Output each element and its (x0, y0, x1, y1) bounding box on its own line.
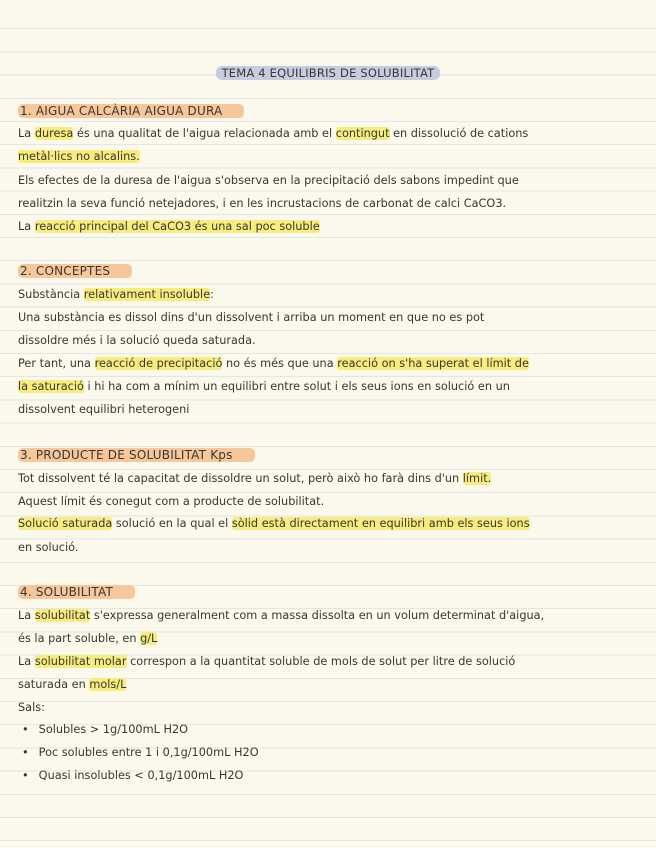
text-segment: Aquest límit és conegut com a producte de solubilitat. (18, 495, 325, 508)
text-line (18, 516, 530, 532)
text-segment: Una substància es dissol dins d'un dissolvent i arriba un moment en que no es pot (18, 311, 485, 324)
highlighted-text: g/L (140, 632, 158, 645)
highlighted-text: contingut (335, 127, 390, 140)
text-line (18, 173, 519, 189)
text-segment: La (18, 609, 35, 622)
text-line (18, 700, 45, 716)
text-line (18, 540, 78, 556)
highlighted-text: reacció principal del CaCO3 és una sal poc soluble (34, 220, 320, 233)
highlighted-text: límit. (462, 472, 492, 485)
text-line (18, 494, 324, 510)
highlighted-text: relativament insoluble (83, 288, 211, 301)
highlighted-text: duresa (34, 127, 74, 140)
list-item: • Quasi insolubles < 0,1g/100mL H2O (22, 769, 243, 782)
text-segment: : (210, 288, 214, 301)
highlighted-text: solubilitat (34, 609, 91, 622)
text-segment: solució en la qual el (112, 517, 232, 530)
text-segment: realitzin la seva funció netejadores, i en les incrustacions de carbonat de calci CaCO3. (18, 197, 507, 210)
page-title: TEMA 4 EQUILIBRIS DE SOLUBILITAT (0, 66, 656, 80)
text-line (18, 356, 529, 372)
text-segment: La (18, 220, 35, 233)
text-line (18, 149, 140, 165)
text-segment: és la part soluble, en (18, 632, 141, 645)
highlighted-text: metàl·lics no alcalins. (18, 150, 140, 163)
text-line (18, 287, 214, 303)
text-segment: Tot dissolvent té la capacitat de dissoldre un solut, però això ho farà dins d'un (18, 472, 463, 485)
text-line (18, 471, 491, 487)
text-segment: saturada en (18, 678, 90, 691)
text-line (18, 219, 320, 235)
text-segment: dissoldre més i la solució queda saturada. (18, 334, 256, 347)
section-heading-2: 2. CONCEPTES (18, 264, 132, 278)
text-line (18, 631, 157, 647)
text-segment: s'expressa generalment com a massa dissolta en un volum determinat d'aigua, (90, 609, 545, 622)
highlighted-text: reacció on s'ha superat el límit de (337, 357, 529, 370)
highlighted-text: mols/L (89, 678, 127, 691)
highlighted-text: la saturació (18, 380, 84, 393)
text-segment: i hi ha com a mínim un equilibri entre solut i els seus ions en solució en un (83, 380, 510, 393)
text-line (18, 310, 484, 326)
text-segment: en solució. (18, 541, 79, 554)
text-segment: no és més que una (222, 357, 338, 370)
text-segment: Els efectes de la duresa de l'aigua s'observa en la precipitació dels sabons impedint que (18, 174, 519, 187)
text-line (18, 677, 126, 693)
section-heading-1: 1. AIGUA CALCÀRIA AIGUA DURA (18, 104, 244, 118)
list-item: • Solubles > 1g/100mL H2O (22, 723, 188, 736)
highlighted-text: Solució saturada (18, 517, 113, 530)
text-segment: és una qualitat de l'aigua relacionada amb el (73, 127, 336, 140)
highlighted-text: solubilitat molar (34, 655, 127, 668)
text-segment: Sals: (18, 701, 45, 714)
highlighted-text: sòlid està directament en equilibri amb els seus ions (231, 517, 530, 530)
text-segment: Substància (18, 288, 84, 301)
text-segment: correspon a la quantitat soluble de mols de solut per litre de solució (126, 655, 516, 668)
text-line (18, 379, 510, 395)
text-line (18, 402, 189, 418)
text-segment: La (18, 127, 35, 140)
text-line (18, 196, 506, 212)
highlighted-text: reacció de precipitació (94, 357, 223, 370)
text-segment: La (18, 655, 35, 668)
list-item: • Poc solubles entre 1 i 0,1g/100mL H2O (22, 746, 259, 759)
text-line (18, 608, 544, 624)
text-segment: Per tant, una (18, 357, 95, 370)
text-line (18, 126, 528, 142)
section-heading-4: 4. SOLUBILITAT (18, 585, 135, 599)
text-segment: en dissolució de cations (389, 127, 529, 140)
text-segment: dissolvent equilibri heterogeni (18, 403, 190, 416)
text-line (18, 333, 256, 349)
section-heading-3: 3. PRODUCTE DE SOLUBILITAT Kps (18, 448, 255, 462)
text-line (18, 654, 515, 670)
